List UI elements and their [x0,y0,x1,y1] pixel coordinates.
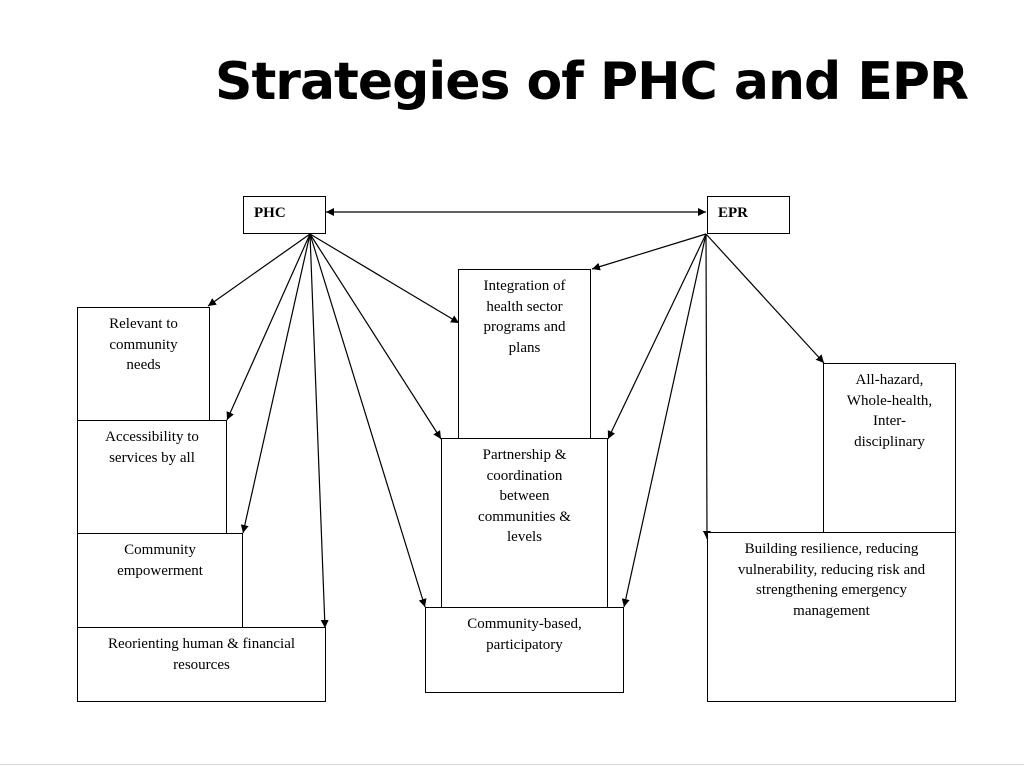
phc-node: PHC [243,196,326,234]
slide-title: Strategies of PHC and EPR [215,52,968,112]
arrow-phc-integration [310,234,459,323]
arrow-phc-accessibility [227,234,310,420]
arrow-epr-community-based [624,234,706,607]
accessibility-box: Accessibility to services by all [77,420,227,534]
arrow-phc-relevant [208,234,310,306]
empowerment-box: Community empowerment [77,533,243,628]
reorienting-resources-box: Reorienting human & financial resources [77,627,326,702]
arrow-phc-empowerment [243,234,310,533]
community-based-box: Community-based, participatory [425,607,624,693]
footer-divider [0,764,1024,765]
arrow-epr-partnership [608,234,706,439]
resilience-box: Building resilience, reducing vulnerability, reducing risk and strengthening emergency management [707,532,956,702]
arrow-phc-community-based [310,234,425,607]
relevant-needs-box: Relevant to community needs [77,307,210,421]
epr-node: EPR [707,196,790,234]
partnership-box: Partnership & coordination between communities & levels [441,438,608,608]
integration-box: Integration of health sector programs and plans [458,269,591,439]
arrow-phc-partnership [310,234,441,439]
arrow-epr-integration [592,234,706,269]
arrow-phc-reorienting [310,234,325,628]
all-hazard-box: All-hazard, Whole-health, Inter-disciplinary [823,363,956,533]
arrow-epr-all-hazard [706,234,824,363]
arrow-epr-resilience [706,234,707,539]
